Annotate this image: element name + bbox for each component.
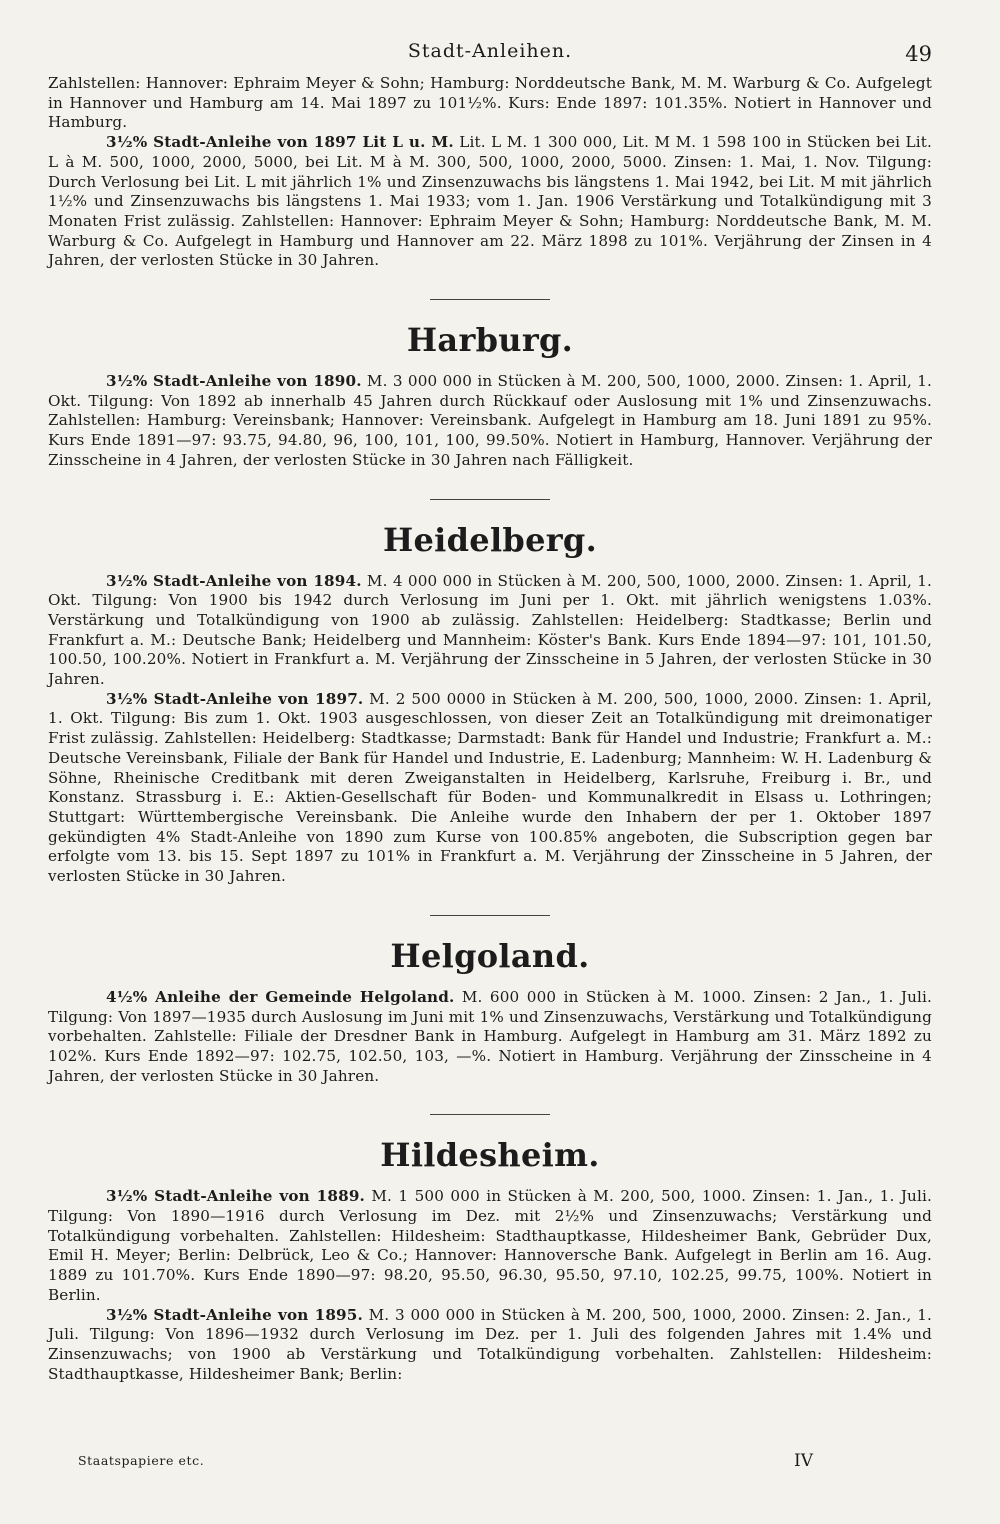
loan-text: M. 3 000 000 in Stücken à M. 200, 500, 1000, 2000. Zinsen: 2. Jan., 1. Juli. Tilgung: Von 1896—1932 durch Verlosung im Dez. per 1. Juli des folgenden Jahres mit 1.4% und Zinsenzuwachs; von 1900 ab Verstärkung und Totalkündigung vorbehalten. Zahlstellen: Hildesheim: Stadthauptkasse, Hildesheimer Bank; Berlin: [48, 1305, 932, 1383]
loan-text: Lit. L M. 1 300 000, Lit. M M. 1 598 100 in Stücken bei Lit. L à M. 500, 1000, 2000, 5000, bei Lit. M à M. 300, 500, 1000, 2000, 5000. Zinsen: 1. Mai, 1. Nov. Tilgung: Durch Verlosung bei Lit. L mit jährlich 1% und Zinsenzuwachs bis längstens 1. Mai 1942, bei Lit. M mit jährlich 1½% und Zinsenzuwachs bis längstens 1. Mai 1933; vom 1. Jan. 1906 Verstärkung und Totalkündigung mit 3 Monaten Frist zulässig. Zahlstellen: Hannover: Ephraim Meyer & Sohn; Hamburg: Norddeutsche Bank, M. M. Warburg & Co. Aufgelegt in Hamburg und Hannover am 22. März 1898 zu 101%. Verjährung der Zinsen in 4 Jahren, der verlosten Stücke in 30 Jahren. [48, 133, 932, 270]
intro-loan-entry [48, 133, 932, 271]
heidelberg-loan-entry-1894 [48, 572, 932, 690]
section-title-hildesheim: Hildesheim. [380, 1136, 600, 1175]
helgoland-loan-entry [48, 988, 932, 1087]
section-divider [430, 499, 550, 500]
loan-text: M. 2 500 0000 in Stücken à M. 200, 500, 1000, 2000. Zinsen: 1. April, 1. Okt. Tilgung: Bis zum 1. Okt. 1903 ausgeschlossen, von dieser Zeit an Totalkündigung mit dreimonatiger Frist zulässig. Zahlstellen: Heidelberg: Stadtkasse; Darmstadt: Bank für Handel und Industrie; Frankfurt a. M.: Deutsche Vereinsbank, Filiale der Bank für Handel und Industrie, E. Ladenburg; Mannheim: W. H. Ladenburg & Söhne, Rheinische Creditbank mit deren Zweiganstalten in Heidelberg, Karlsruhe, Freiburg i. Br., und Konstanz. Strassburg i. E.: Aktien-Gesellschaft für Boden- und Kommunalkredit in Elsass u. Lothringen; Stuttgart: Württembergische Vereinsbank. Die Anleihe wurde den Inhabern der per 1. Oktober 1897 gekündigten 4% Stadt-Anleihe von 1890 zum Kurse von 100.85% angeboten, die Subscription gegen bar erfolgte vom 13. bis 15. Sept 1897 zu 101% in Frankfurt a. M. Verjährung der Zinsscheine in 5 Jahren, der verlosten Stücke in 30 Jahren. [48, 689, 932, 886]
footer-signature-mark: Staatspapiere etc. [78, 1453, 205, 1468]
loan-heading: 4½% Anleihe der Gemeinde Helgoland. [106, 987, 455, 1006]
heidelberg-loan-entry-1897 [48, 690, 932, 887]
loan-text: M. 1 500 000 in Stücken à M. 200, 500, 1000. Zinsen: 1. Jan., 1. Juli. Tilgung: Von 1890—1916 durch Verlosung im Dez. mit 2½% und Zinsenzuwachs; Verstärkung und Totalkündigung vorbehalten. Zahlstellen: Hildesheim: Stadthauptkasse, Hildesheimer Bank, Gebrüder Dux, Emil H. Meyer; Berlin: Delbrück, Leo & Co.; Hannover: Hannoversche Bank. Aufgelegt in Berlin am 16. Aug. 1889 zu 101.70%. Kurs Ende 1890—97: 98.20, 95.50, 96.30, 95.50, 97.10, 102.25, 99.75, 100%. Notiert in Berlin. [48, 1187, 932, 1304]
loan-heading: 3½% Stadt-Anleihe von 1890. [106, 372, 362, 391]
loan-text: M. 3 000 000 in Stücken à M. 200, 500, 1000, 2000. Zinsen: 1. April, 1. Okt. Tilgung: Von 1892 ab innerhalb 45 Jahren durch Rückkauf oder Auslosung mit 1% und Zinsenzuwachs. Zahlstellen: Hamburg: Vereinsbank; Hannover: Vereinsbank. Aufgelegt in Hamburg am 18. Juni 1891 zu 95%. Kurs Ende 1891—97: 93.75, 94.80, 96, 100, 101, 100, 99.50%. Notiert in Hamburg, Hannover. Verjährung der Zinsscheine in 4 Jahren, der verlosten Stücke in 30 Jahren nach Fälligkeit. [48, 372, 932, 469]
footer-sheet-number: IV [794, 1451, 813, 1471]
loan-heading: 3½% Stadt-Anleihe von 1894. [106, 571, 362, 590]
hildesheim-loan-entry-1889 [48, 1187, 932, 1305]
loan-heading: 3½% Stadt-Anleihe von 1897 Lit L u. M. [106, 133, 454, 152]
running-title: Stadt-Anleihen. [407, 40, 573, 62]
loan-heading: 3½% Stadt-Anleihe von 1889. [106, 1187, 365, 1206]
intro-paragraph: Zahlstellen: Hannover: Ephraim Meyer & Sohn; Hamburg: Norddeutsche Bank, M. M. Warburg & Co. Aufgelegt in Hannover und Hamburg am 14. Mai 1897 zu 101½%. Kurs: Ende 1897: 101.35%. Notiert in Hannover und Hamburg. [48, 74, 932, 132]
section-divider [430, 915, 550, 916]
loan-text: M. 4 000 000 in Stücken à M. 200, 500, 1000, 2000. Zinsen: 1. April, 1. Okt. Tilgung: Von 1900 bis 1942 durch Verlosung im Juni per 1. Okt. mit jährlich wenigstens 1.03%. Verstärkung und Totalkündigung von 1900 ab zulässig. Zahlstellen: Heidelberg: Stadtkasse; Berlin und Frankfurt a. M.: Deutsche Bank; Heidelberg und Mannheim: Köster's Bank. Kurs Ende 1894—97: 101, 101.50, 100.50, 100.20%. Notiert in Frankfurt a. M. Verjährung der Zinsscheine in 5 Jahren, der verlosten Stücke in 30 Jahren. [48, 571, 932, 689]
running-head [48, 40, 932, 74]
section-divider [430, 299, 550, 300]
loan-text: M. 600 000 in Stücken à M. 1000. Zinsen: 2 Jan., 1. Juli. Tilgung: Von 1897—1935 durch Auslosung im Juni mit 1% und Zinsenzuwachs, Verstärkung und Totalkündigung vorbehalten. Zahlstelle: Filiale der Dresdner Bank in Hamburg. Aufgelegt in Hamburg am 31. März 1892 zu 102%. Kurs Ende 1892—97: 102.75, 102.50, 103, —%. Notiert in Hamburg. Verjährung der Zinsscheine in 4 Jahren, der verlosten Stücke in 30 Jahren. [48, 987, 932, 1085]
loan-heading: 3½% Stadt-Anleihe von 1895. [106, 1305, 363, 1324]
harburg-loan-entry [48, 372, 932, 471]
section-title-helgoland: Helgoland. [390, 936, 590, 975]
section-divider [430, 1114, 550, 1115]
loan-heading: 3½% Stadt-Anleihe von 1897. [106, 689, 364, 708]
page [48, 40, 932, 1384]
hildesheim-loan-entry-1895 [48, 1306, 932, 1385]
page-number: 49 [905, 42, 932, 66]
page-footer [78, 1453, 813, 1473]
section-title-harburg: Harburg. [406, 321, 574, 360]
section-title-heidelberg: Heidelberg. [382, 520, 598, 559]
